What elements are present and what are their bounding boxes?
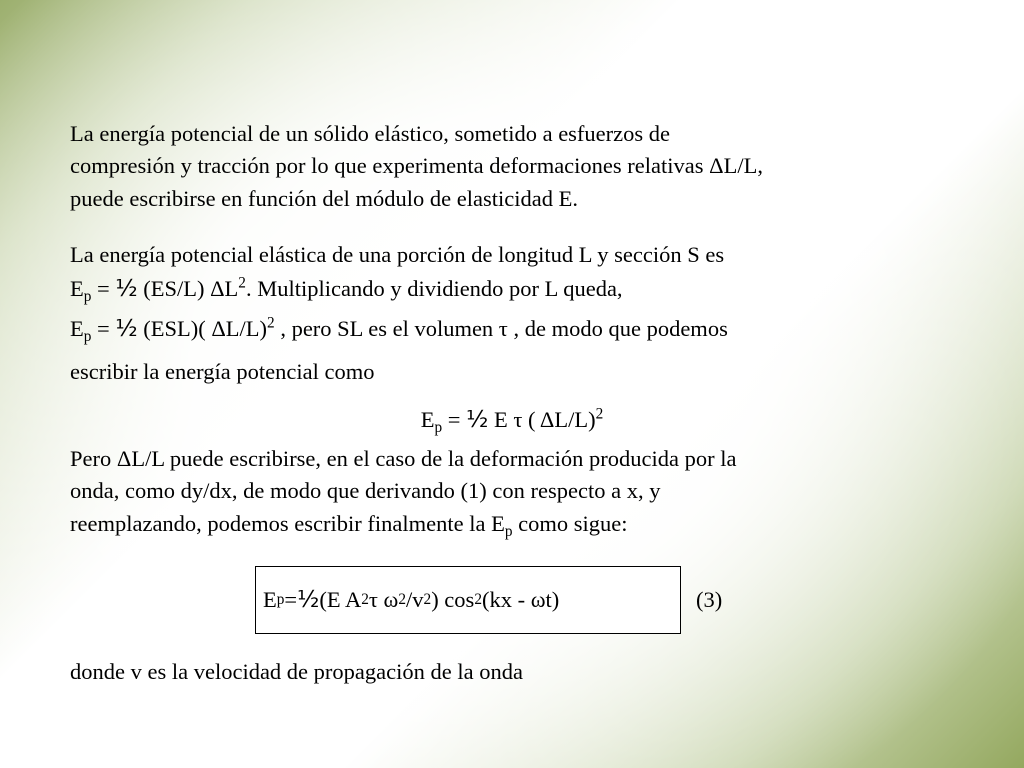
text-line: donde v es la velocidad de propagación de la onda xyxy=(70,659,523,684)
eq-half: ½ xyxy=(115,275,138,302)
equation-energy-tau xyxy=(0,405,1024,436)
paragraph-energy xyxy=(70,238,950,388)
eq-subscript: p xyxy=(434,418,443,436)
eq-subscript: p xyxy=(504,522,513,540)
text-line: onda, como dy/dx, de modo que derivando (1) con respecto a x, y xyxy=(70,478,661,504)
eq-text: (kx - ωt) xyxy=(481,587,560,612)
eq-text: (ES/L) ΔL xyxy=(137,275,239,301)
eq-superscript: 2 xyxy=(595,405,604,423)
eq-text: /v xyxy=(406,587,424,612)
eq-text: (E A xyxy=(319,587,362,612)
paragraph-derivation xyxy=(70,443,950,540)
eq-text: τ ω xyxy=(368,587,399,612)
text-segment: como sigue: xyxy=(512,510,628,536)
equation-line-2 xyxy=(70,312,950,346)
text-line: compresión y tracción por lo que experimenta deformaciones relativas ΔL/L, xyxy=(70,153,763,179)
eq-text: E τ ( ΔL/L) xyxy=(488,407,596,432)
eq-equals: = xyxy=(442,407,467,432)
text-line-final xyxy=(70,508,950,540)
boxed-equation: E p = ½ (E A 2 τ ω 2 /v 2 ) cos 2 (kx - ωt) xyxy=(255,566,681,634)
eq-symbol: E xyxy=(70,275,84,301)
eq-text: (ESL)( ΔL/L) xyxy=(137,316,268,342)
text-line: La energía potencial de un sólido elástico, sometido a esfuerzos de xyxy=(70,121,671,146)
paragraph-intro xyxy=(70,118,950,215)
eq-symbol: E xyxy=(70,316,84,342)
paragraph-velocity xyxy=(70,656,950,688)
eq-half: ½ xyxy=(466,407,489,433)
text-segment: reemplazando, podemos escribir finalmente la E xyxy=(70,510,505,536)
eq-half: ½ xyxy=(297,587,320,613)
text-line: La energía potencial elástica de una porción de longitud L y sección S es xyxy=(70,242,725,267)
text-line: puede escribirse en función del módulo de elasticidad E. xyxy=(70,185,578,211)
eq-equals: = xyxy=(284,587,298,612)
eq-equals: = xyxy=(91,275,116,301)
eq-symbol: E xyxy=(420,407,435,432)
eq-text: ) cos xyxy=(431,587,475,612)
eq-text: , pero SL es el volumen τ , de modo que podemos xyxy=(274,316,728,342)
eq-half: ½ xyxy=(115,316,138,343)
eq-text: . Multiplicando y dividiendo por L queda, xyxy=(245,275,623,301)
text-line: Pero ΔL/L puede escribirse, en el caso de la deformación producida por la xyxy=(70,446,737,471)
equation-number: (3) xyxy=(696,587,723,612)
eq-equals: = xyxy=(91,316,116,342)
eq-subscript: p xyxy=(83,287,92,305)
eq-subscript: p xyxy=(83,328,92,346)
text-line: escribir la energía potencial como xyxy=(70,358,375,384)
equation-line-1 xyxy=(70,272,950,306)
eq-superscript: 2 xyxy=(238,274,246,292)
eq-superscript: 2 xyxy=(267,314,275,332)
eq-symbol: E xyxy=(263,587,277,612)
